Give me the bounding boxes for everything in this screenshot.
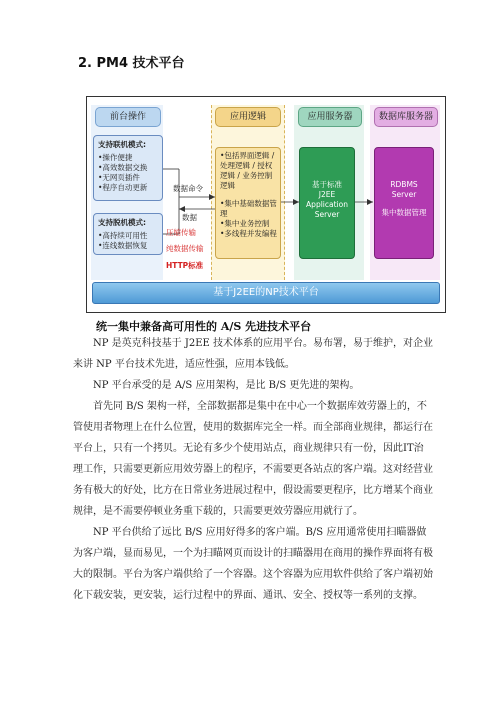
app-server-box bbox=[299, 147, 355, 259]
online-line: •操作便捷 bbox=[98, 153, 133, 162]
online-mode-title: 支持联机模式: bbox=[98, 140, 146, 149]
logic-line: •集中业务控制 bbox=[220, 219, 270, 228]
logic-line: •集中基础数据管 bbox=[220, 199, 277, 208]
db-line: RDBMS bbox=[390, 180, 418, 189]
paragraph: 首先同 B/S 架构一样，全部数据都是集中在中心一个数据库效劳器上的，不管使用者物理上在什么位置，使用的数据库完全一样。而全部商业规律，都运行在平台上，只有一个拷贝。无论有多少个使用站点，商业规律只有一份，因此IT治理工作，只需要更新应用效劳器上的程序，不需要更各站点的客户端。这对经营业务有极大的好处，比方在日常业务进展过程中，假设需要更程序，比方增某个商业规律，是不需要停顿业务重下载的，只需要更效劳器应用就行了。 bbox=[73, 401, 433, 517]
http-label: HTTP标准 bbox=[166, 261, 204, 270]
compress-label: 压缩传输 bbox=[166, 228, 196, 237]
architecture-diagram bbox=[86, 96, 446, 313]
section-heading: 2. PM4 技术平台 bbox=[78, 56, 185, 71]
db-line: Server bbox=[391, 190, 417, 199]
platform-bar: 基于J2EE的NP技术平台 bbox=[92, 282, 440, 304]
paragraph: NP 是英克科技基于 J2EE 技术体系的应用平台。易布署，易于维护，对企业来讲 NP 平台技术先进，适应性强，应用本钱低。 bbox=[73, 338, 433, 370]
online-line: •无网页插件 bbox=[98, 173, 140, 182]
front-header: 前台操作 bbox=[95, 107, 161, 127]
db-line: 集中数据管理 bbox=[381, 208, 427, 217]
server-header: 应用服务器 bbox=[298, 107, 362, 127]
server-line: 基于标准 bbox=[312, 180, 342, 189]
data-command-label: 数据命令 bbox=[173, 184, 203, 193]
server-line: Server bbox=[314, 210, 340, 219]
db-server-box bbox=[374, 147, 434, 259]
logic-line: •多线程并发编程 bbox=[220, 229, 277, 238]
online-line: •高效数据交换 bbox=[98, 163, 148, 172]
logic-line bbox=[220, 191, 276, 199]
logic-line: 处理逻辑 / 授权 bbox=[220, 161, 273, 170]
offline-mode-title: 支持脱机模式: bbox=[98, 218, 146, 227]
paragraph: NP 平台供给了远比 B/S 应用好得多的客户端。B/S 应用通常使用扫瞄器做为客户端，显而易见，一个为扫瞄网页而设计的扫瞄器用在商用的操作界面将有极大的限制。平台为客户端供给了一个容器。这个容器为应用软件供给了客户端初始化下载安装，更安装，运行过程中的界面、通讯、安全、授权等一系列的支撑。 bbox=[73, 527, 433, 601]
pure-data-label: 纯数据传输 bbox=[166, 244, 204, 253]
logic-line: 逻辑 bbox=[220, 181, 235, 190]
data-label: 数据 bbox=[182, 213, 197, 222]
diagram-caption: 统一集中兼备高可用性的 A/S 先进技术平台 bbox=[96, 320, 312, 333]
db-line bbox=[379, 200, 429, 208]
logic-line: 逻辑 / 业务控制 bbox=[220, 171, 273, 180]
online-line: •程序自动更新 bbox=[98, 183, 148, 192]
body-text bbox=[73, 333, 433, 606]
offline-line: •连线数据恢复 bbox=[98, 241, 148, 250]
server-line: Application bbox=[306, 200, 348, 209]
server-line: J2EE bbox=[318, 190, 336, 199]
paragraph: NP 平台承受的是 A/S 应用架构，是比 B/S 更先进的架构。 bbox=[93, 380, 360, 391]
logic-line: 理 bbox=[220, 209, 228, 218]
offline-line: •高持续可用性 bbox=[98, 231, 148, 240]
logic-line: •包括界面逻辑 / bbox=[220, 151, 275, 160]
logic-header: 应用逻辑 bbox=[215, 107, 281, 127]
db-header: 数据库服务器 bbox=[374, 107, 438, 127]
logic-box bbox=[215, 147, 281, 259]
